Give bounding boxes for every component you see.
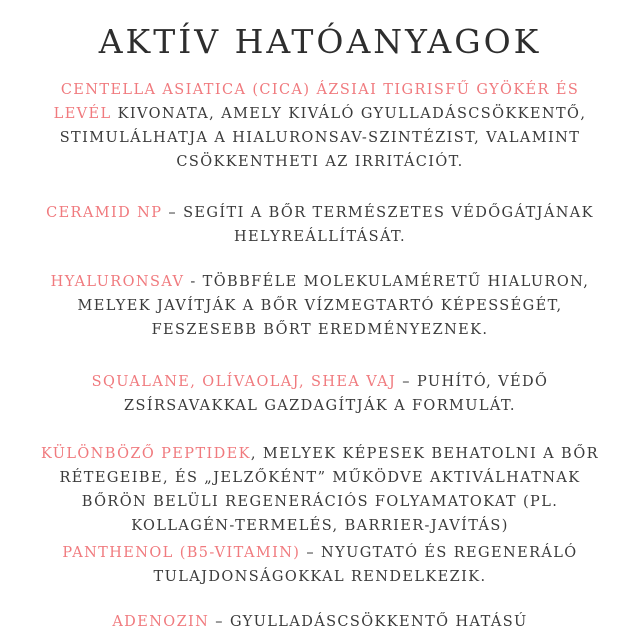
ingredient-name: KÜLÖNBÖZŐ PEPTIDEK	[41, 446, 251, 462]
ingredient-description: KIVONATA, AMELY KIVÁLÓ GYULLADÁSCSÖKKENTŐ, STIMULÁLHATJA A HIALURONSAV-SZINTÉZIST, VALAMINT CSÖKKENTHETI AZ IRRITÁCIÓT.	[59, 106, 587, 170]
ingredient-name: ADENOZIN	[112, 614, 210, 630]
ingredient-description: – NYUGTATÓ ÉS REGENERÁLÓ TULAJDONSÁGOKKAL RENDELKEZIK.	[153, 545, 578, 585]
ingredient-name: HYALURONSAV	[50, 274, 185, 290]
ingredient-description: , MELYEK KÉPESEK BEHATOLNI A BŐR RÉTEGEIBE, ÉS „JELZŐKÉNT” MŰKÖDVE AKTIVÁLHATNAK BŐRÖN BELÜLI REGENERÁCIÓS FOLYAMATOKAT (PL. KOLLAGÉN-TERMELÉS, BARRIER-JAVÍTÁS)	[59, 446, 599, 534]
ingredient-name: SQUALANE, OLÍVAOLAJ, SHEA VAJ	[91, 374, 397, 390]
ingredient-description: – GYULLADÁSCSÖKKENTŐ HATÁSÚ	[215, 614, 528, 630]
ingredient-description: – PUHÍTÓ, VÉDŐ ZSÍRSAVAKKAL GAZDAGÍTJÁK A FORMULÁT.	[124, 374, 549, 414]
page-title: AKTÍV HATÓANYAGOK	[98, 22, 542, 61]
ingredient-squalane	[40, 370, 600, 418]
ingredient-centella	[40, 78, 600, 174]
ingredient-description: - TÖBBFÉLE MOLEKULAMÉRETŰ HIALURON, MELYEK JAVÍTJÁK A BŐR VÍZMEGTARTÓ KÉPESSÉGÉT, FESZESEBB BŐRT EREDMÉNYEZNEK.	[77, 274, 590, 338]
ingredient-ceramid	[40, 201, 600, 249]
ingredient-name: PANTHENOL (B5-VITAMIN)	[62, 545, 301, 561]
ingredient-hyaluronsav	[40, 270, 600, 342]
ingredient-adenozin	[40, 610, 600, 634]
ingredient-description: – SEGÍTI A BŐR TERMÉSZETES VÉDŐGÁTJÁNAK HELYREÁLLÍTÁSÁT.	[168, 205, 594, 245]
ingredient-name: CENTELLA ASIATICA (CICA) ÁZSIAI TIGRISFŰ GYÖKÉR ÉS LEVÉL	[53, 82, 580, 122]
ingredient-name: CERAMID NP	[46, 205, 163, 221]
ingredient-peptides	[40, 442, 600, 538]
ingredient-panthenol	[40, 541, 600, 589]
